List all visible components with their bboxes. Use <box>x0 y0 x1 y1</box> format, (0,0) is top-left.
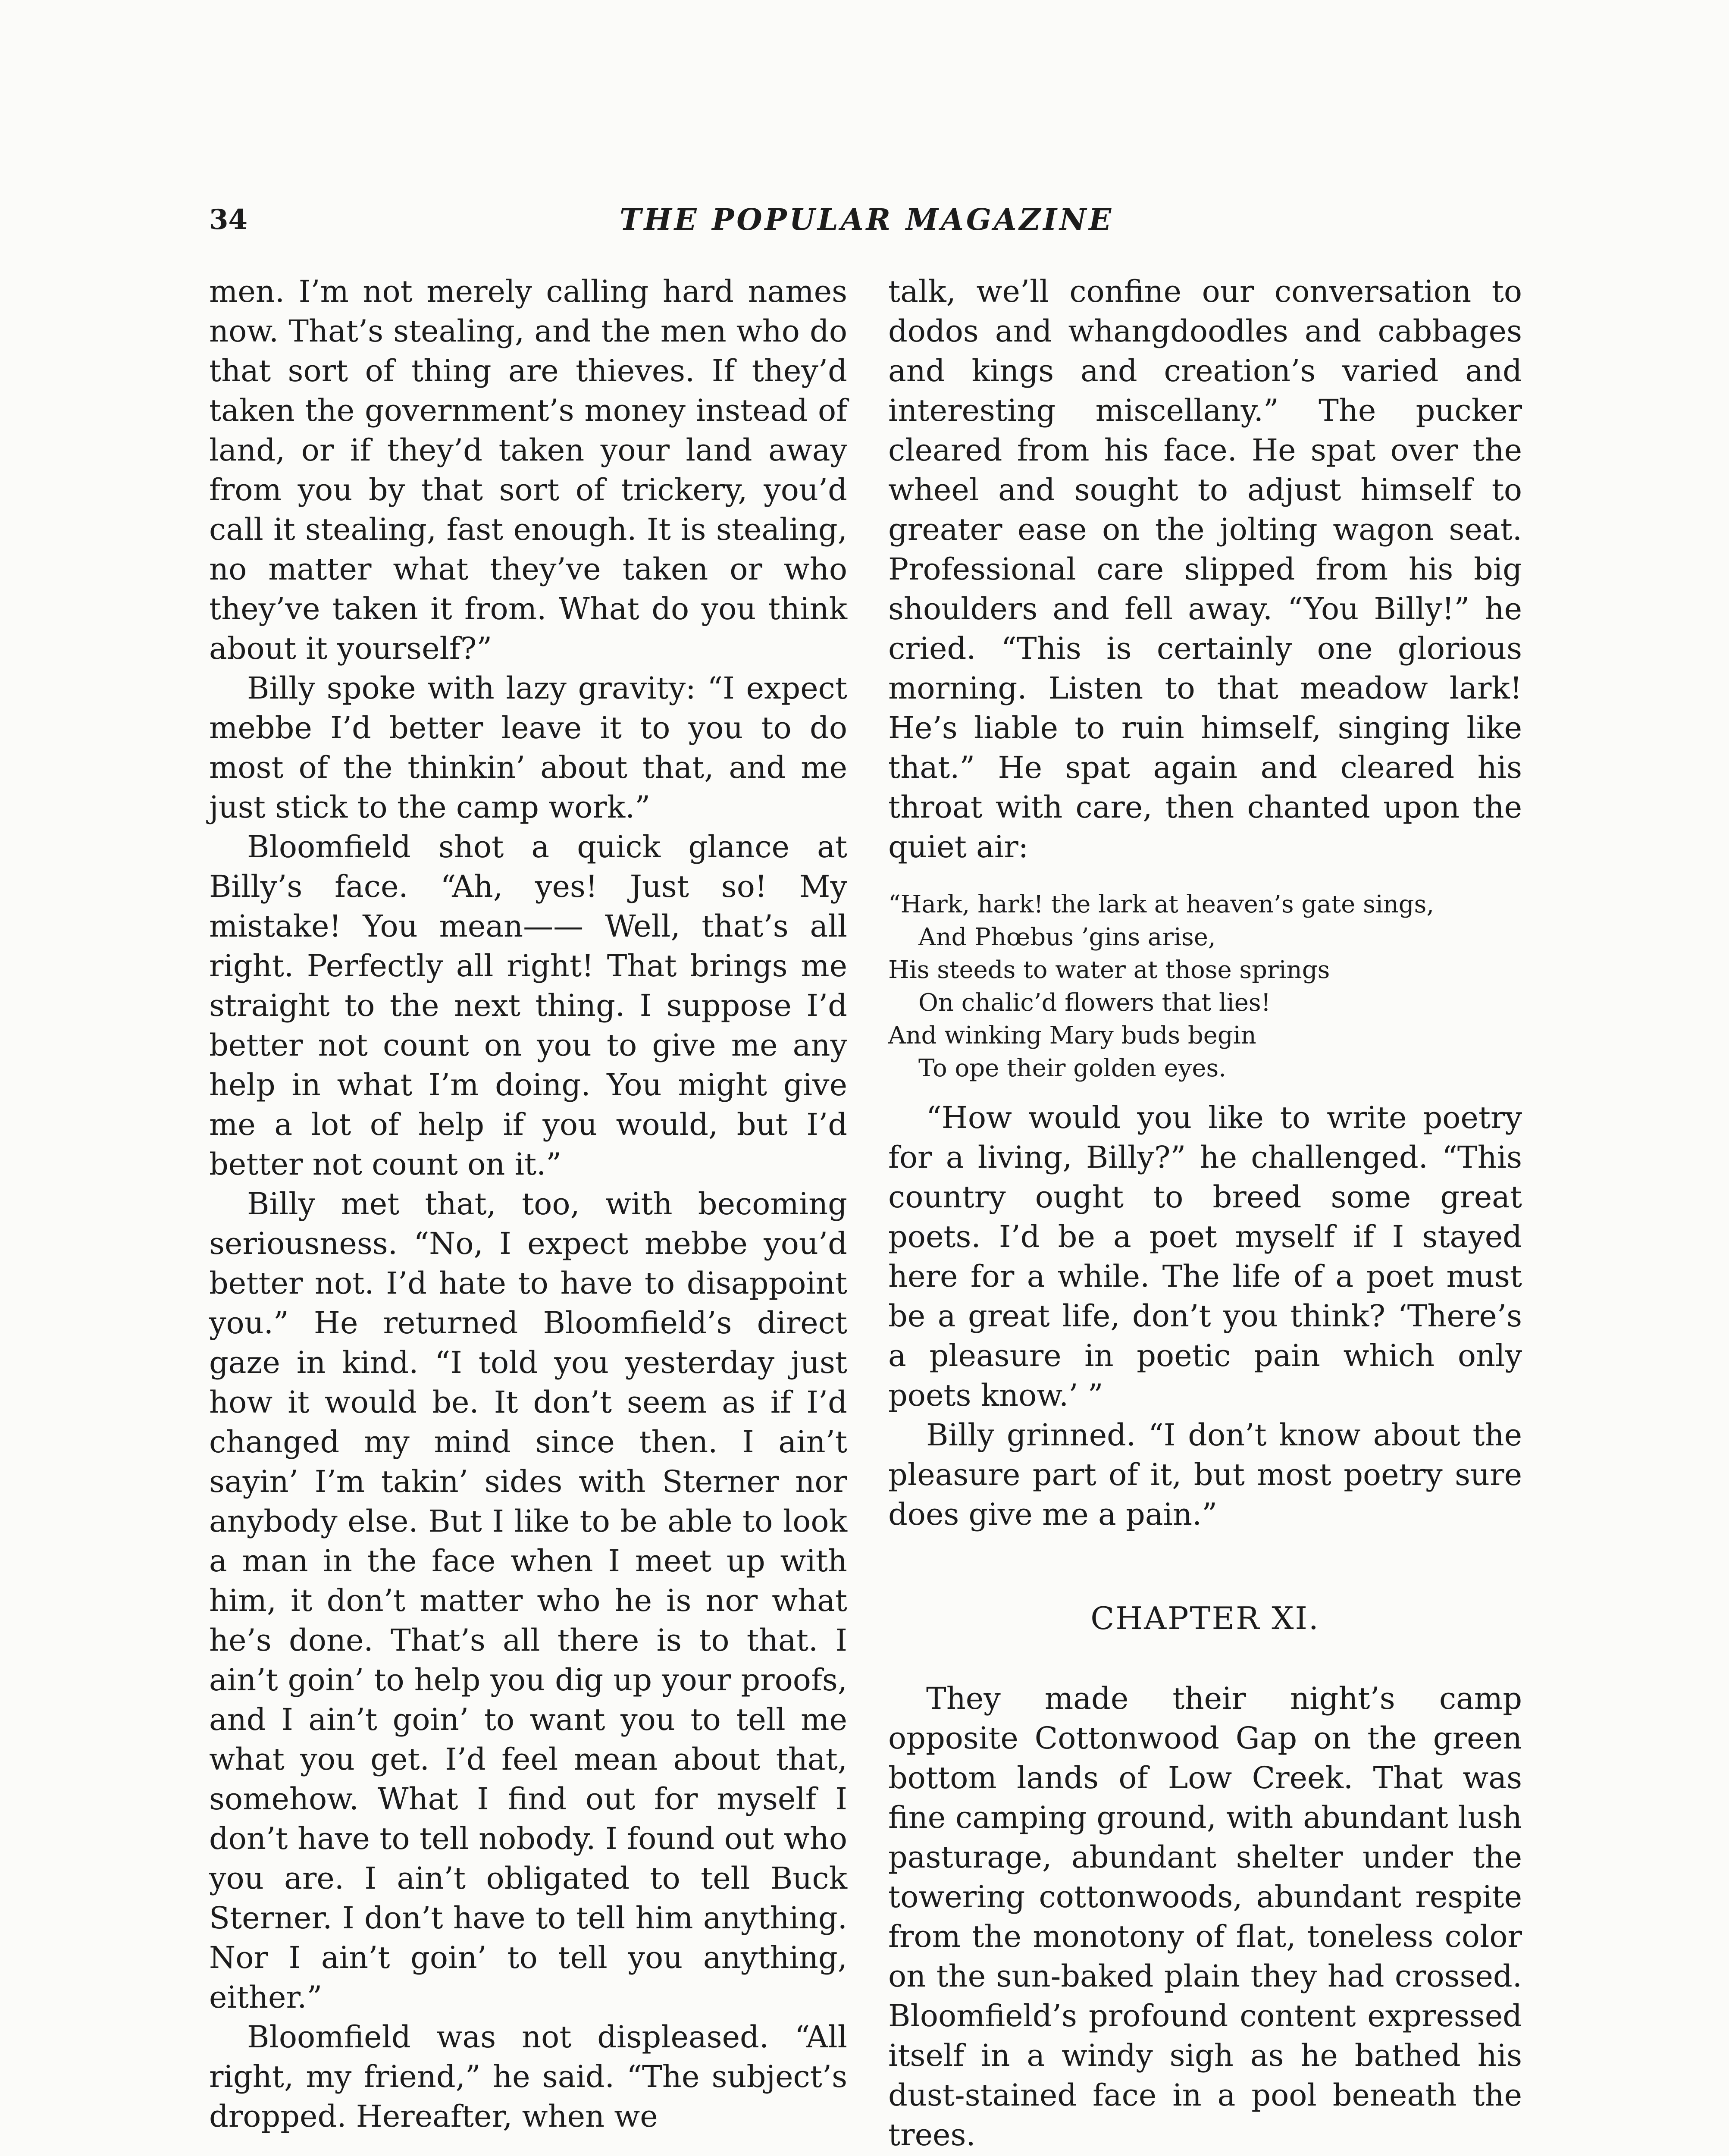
chapter-heading: CHAPTER XI. <box>1090 1600 1320 1636</box>
paragraph: “How would you like to write poetry for a living, Billy?” he challenged. “This country ought to breed some great poets. I’d be a poet myself if I stayed here for a while. The life of a poet must be a great life, don’t you think? ‘There’s a pleasure in poetic pain which only poets know.’ ” <box>888 1100 1522 1413</box>
paragraph: Billy spoke with lazy gravity: “I expect mebbe I’d better leave it to you to do most of the thinkin’ about that, and me just stick to the camp work.” <box>209 671 847 825</box>
poem-line: His steeds to water at those springs <box>888 956 1330 984</box>
paragraph: Billy met that, too, with becoming seriousness. “No, I expect mebbe you’d better not. I’d hate to have to disappoint you.” He returned Bloomfield’s direct gaze in kind. “I told you yesterday just how it would be. It don’t seem as if I’d changed my mind since then. I ain’t sayin’ I’m takin’ sides with Sterner nor anybody else. But I like to be able to look a man in the face when I meet up with him, it don’t matter who he is nor what he’s done. That’s all there is to that. I ain’t goin’ to help you dig up your proofs, and I ain’t goin’ to want you to tell me what you get. I’d feel mean about that, somehow. What I find out for myself I don’t have to tell nobody. I found out who you are. I ain’t obligated to tell Buck Sterner. I don’t have to tell him anything. Nor I ain’t goin’ to tell you anything, either.” <box>209 1186 847 2015</box>
paragraph: talk, we’ll confine our conversation to dodos and whangdoodles and cabbages and kings and creation’s varied and interesting miscellany.” The pucker cleared from his face. He spat over the wheel and sought to adjust himself to greater ease on the jolting wagon seat. Professional care slipped from his big shoulders and fell away. “You Billy!” he cried. “This is certainly one glorious morning. Listen to that meadow lark! He’s liable to ruin himself, singing like that.” He spat again and cleared his throat with care, then chanted upon the quiet air: <box>888 274 1522 865</box>
poem-line: To ope their golden eyes. <box>918 1054 1226 1082</box>
paragraph: Bloomfield was not displeased. “All right, my friend,” he said. “The subject’s dropped. Hereafter, when we <box>209 2019 847 2134</box>
paragraph: They made their night’s camp opposite Cottonwood Gap on the green bottom lands of Low Creek. That was fine camping ground, with abundant lush pasturage, abundant shelter under the towering cottonwoods, abundant respite from the monotony of flat, toneless color on the sun-baked plain they had crossed. Bloomfield’s profound content expressed itself in a windy sigh as he bathed his dust-stained face in a pool beneath the trees. <box>888 1681 1522 2153</box>
poem-line: And winking Mary buds begin <box>888 1022 1256 1050</box>
poem-line: On chalic’d flowers that lies! <box>918 989 1271 1017</box>
running-title: THE POPULAR MAGAZINE <box>619 203 1114 237</box>
paragraph: Billy grinned. “I don’t know about the pleasure part of it, but most poetry sure does give me a pain.” <box>888 1417 1522 1532</box>
page-number: 34 <box>209 204 248 236</box>
left-column <box>209 272 847 2136</box>
page-header <box>209 196 1524 248</box>
paragraph: Bloomfield shot a quick glance at Billy’s face. “Ah, yes! Just so! My mistake! You mean—— Well, that’s all right. Perfectly all right! That brings me straight to the next thing. I suppose I’d better not count on you to give me any help in what I’m doing. You might give me a lot of help if you would, but I’d better not count on it.” <box>209 829 847 1182</box>
poem-line: And Phœbus ’gins arise, <box>918 923 1216 951</box>
poem-line: “Hark, hark! the lark at heaven’s gate sings, <box>888 890 1435 918</box>
poem-quote <box>888 888 1522 1085</box>
right-column <box>888 272 1522 2156</box>
paragraph: men. I’m not merely calling hard names now. That’s stealing, and the men who do that sort of thing are thieves. If they’d taken the government’s money instead of land, or if they’d taken your land away from you by that sort of trickery, you’d call it stealing, fast enough. It is stealing, no matter what they’ve taken or who they’ve taken it from. What do you think about it yourself?” <box>209 274 847 666</box>
